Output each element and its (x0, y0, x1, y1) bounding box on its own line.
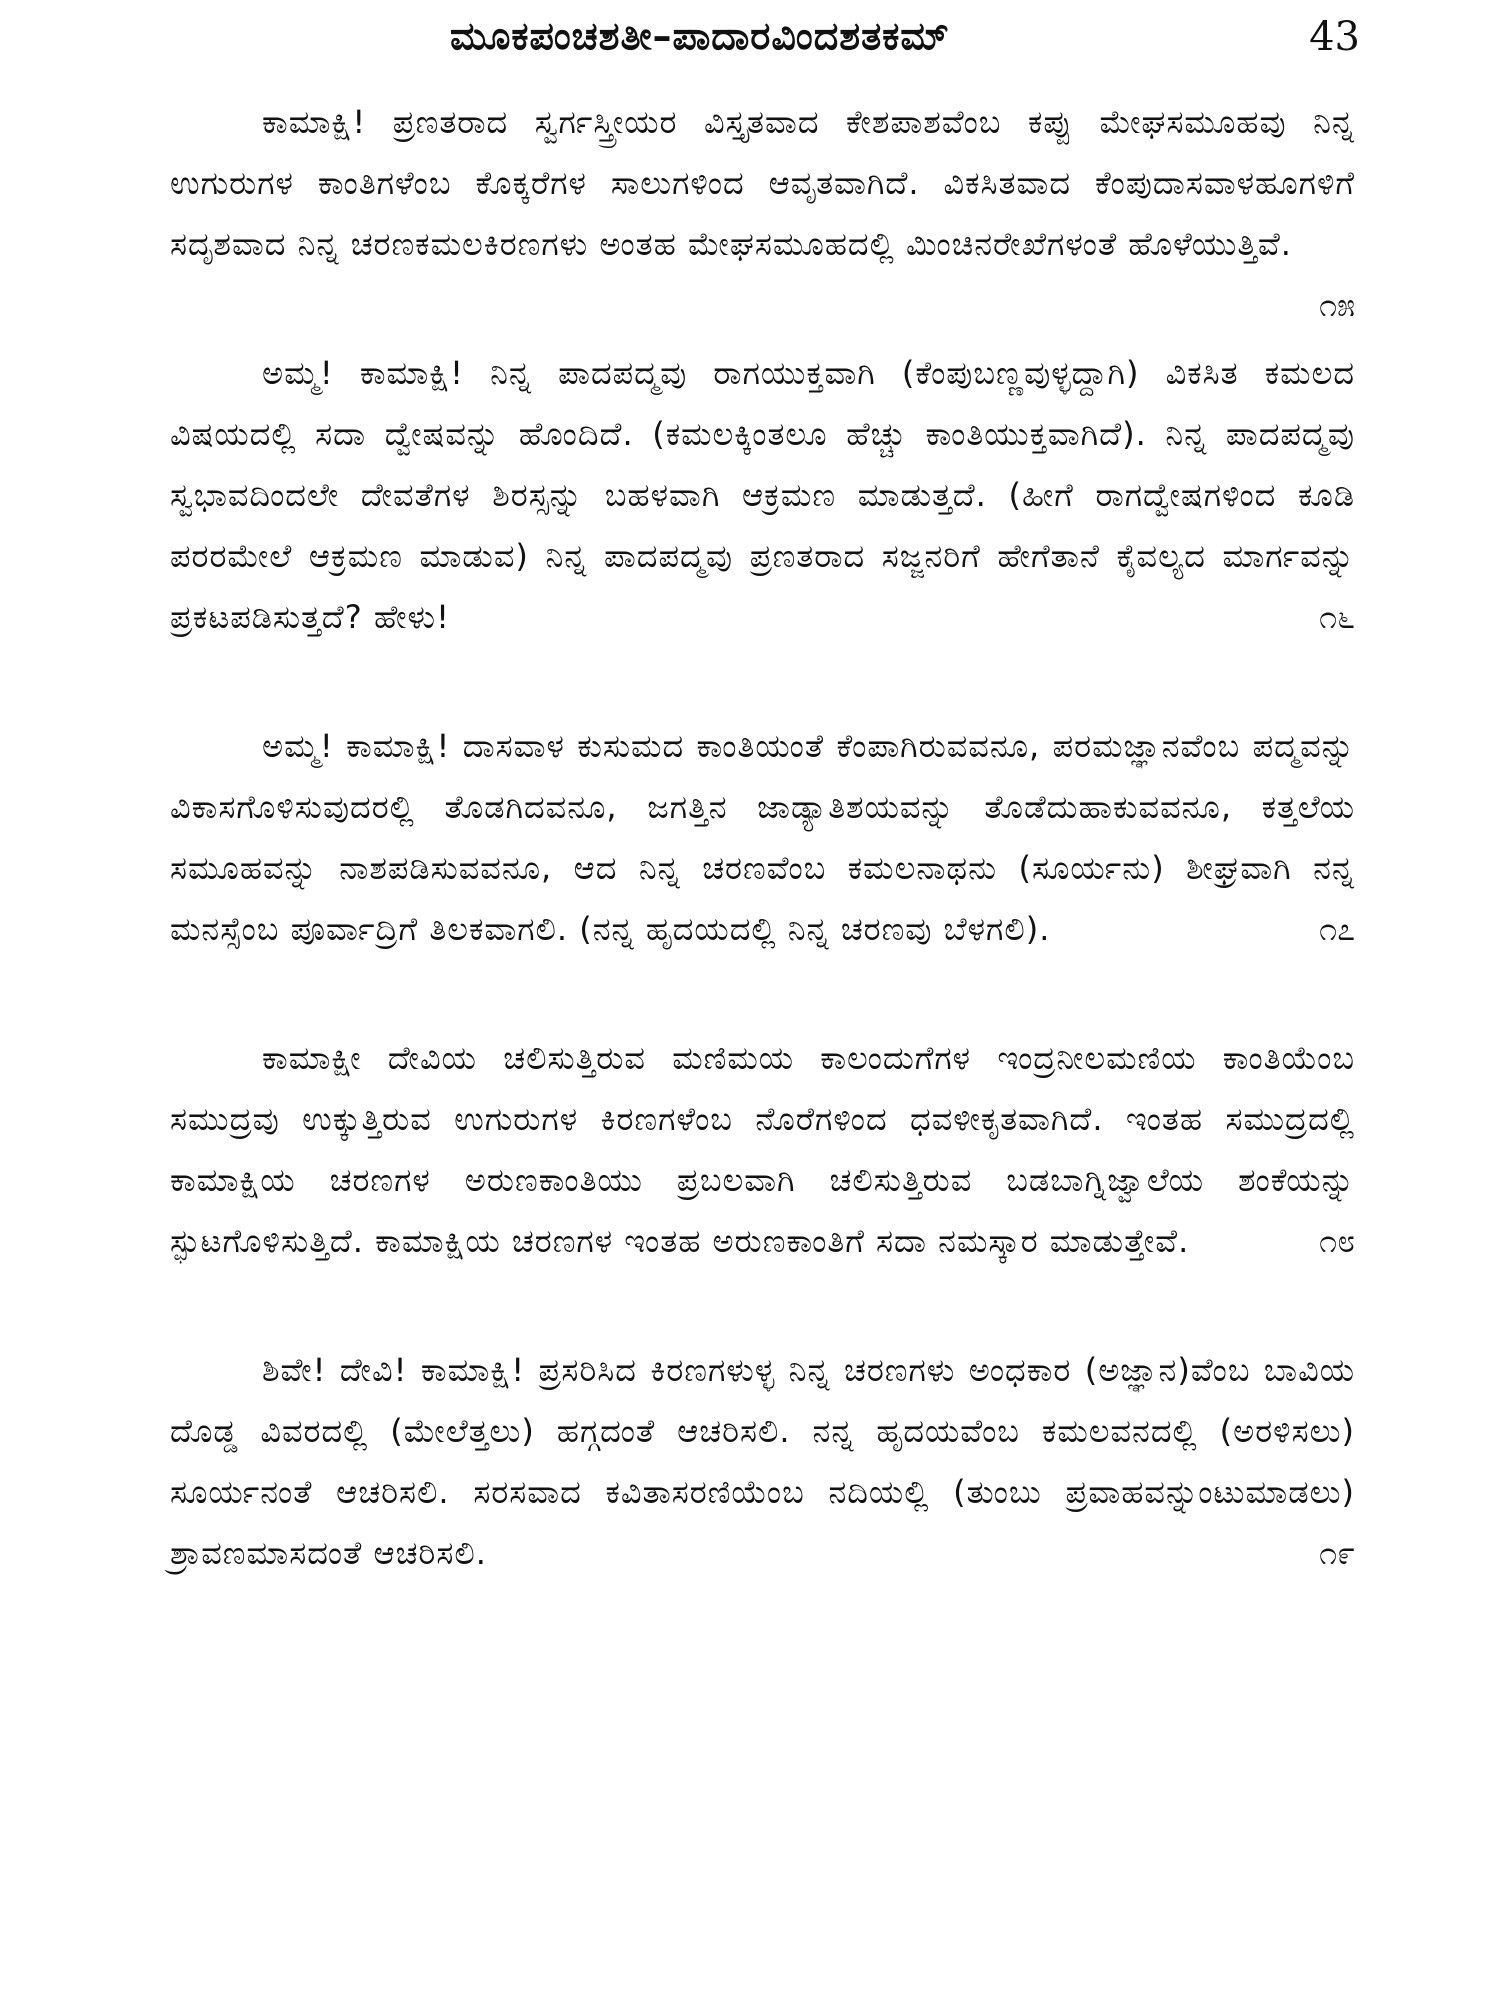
header-title: ಮೂಕಪಂಚಶತೀ–ಪಾದಾರವಿಂದಶತಕಮ್ (450, 14, 950, 58)
page-number: 43 (1309, 14, 1360, 60)
verse-text: ಅಮ್ಮ! ಕಾಮಾಕ್ಷಿ! ನಿನ್ನ ಪಾದಪದ್ಮವು ರಾಗಯುಕ್ತವಾಗಿ (ಕೆಂಪುಬಣ್ಣವುಳ್ಳದ್ದಾಗಿ) ವಿಕಸಿತ ಕಮಲದ ವಿಷಯದಲ್ಲಿ ಸದಾ ದ್ವೇಷವನ್ನು ಹೊಂದಿದೆ. (ಕಮಲಕ್ಕಿಂತಲೂ ಹೆಚ್ಚು ಕಾಂತಿಯುಕ್ತವಾಗಿದೆ). ನಿನ್ನ ಪಾದಪದ್ಮವು ಸ್ವಭಾವದಿಂದಲೇ ದೇವತೆಗಳ ಶಿರಸ್ಸನ್ನು ಬಹಳವಾಗಿ ಆಕ್ರಮಣ ಮಾಡುತ್ತದೆ. (ಹೀಗೆ ರಾಗದ್ವೇಷಗಳಿಂದ ಕೂಡಿ ಪರರಮೇಲೆ ಆಕ್ರಮಣ ಮಾಡುವ) ನಿನ್ನ ಪಾದಪದ್ಮವು ಪ್ರಣತರಾದ ಸಜ್ಜನರಿಗೆ ಹೇಗೆತಾನೆ ಕೈವಲ್ಯದ ಮಾರ್ಗವನ್ನು ಪ್ರಕಟಪಡಿಸುತ್ತದೆ? ಹೇಳು! (170, 354, 1355, 636)
page-body (170, 92, 1355, 1652)
verse-text: ಕಾಮಾಕ್ಷೀ ದೇವಿಯ ಚಲಿಸುತ್ತಿರುವ ಮಣಿಮಯ ಕಾಲಂದುಗೆಗಳ ಇಂದ್ರನೀಲಮಣಿಯ ಕಾಂತಿಯೆಂಬ ಸಮುದ್ರವು ಉಕ್ಕುತ್ತಿರುವ ಉಗುರುಗಳ ಕಿರಣಗಳೆಂಬ ನೊರೆಗಳಿಂದ ಧವಳೀಕೃತವಾಗಿದೆ. ಇಂತಹ ಸಮುದ್ರದಲ್ಲಿ ಕಾಮಾಕ್ಷಿಯ ಚರಣಗಳ ಅರುಣಕಾಂತಿಯು ಪ್ರಬಲವಾಗಿ ಚಲಿಸುತ್ತಿರುವ ಬಡಬಾಗ್ನಿಜ್ವಾಲೆಯ ಶಂಕೆಯನ್ನು ಸ್ಫುಟಗೊಳಿಸುತ್ತಿದೆ. ಕಾಮಾಕ್ಷಿಯ ಚರಣಗಳ ಇಂತಹ ಅರುಣಕಾಂತಿಗೆ ಸದಾ ನಮಸ್ಕಾರ ಮಾಡುತ್ತೇವೆ. (170, 1039, 1355, 1260)
verse-number: ೧೭ (1319, 910, 1355, 948)
verse-text: ಅಮ್ಮ! ಕಾಮಾಕ್ಷಿ! ದಾಸವಾಳ ಕುಸುಮದ ಕಾಂತಿಯಂತೆ ಕೆಂಪಾಗಿರುವವನೂ, ಪರಮಜ್ಞಾನವೆಂಬ ಪದ್ಮವನ್ನು ವಿಕಾಸಗೊಳಿಸುವುದರಲ್ಲಿ ತೊಡಗಿದವನೂ, ಜಗತ್ತಿನ ಜಾಡ್ಯಾತಿಶಯವನ್ನು ತೊಡೆದುಹಾಕುವವನೂ, ಕತ್ತಲೆಯ ಸಮೂಹವನ್ನು ನಾಶಪಡಿಸುವವನೂ, ಆದ ನಿನ್ನ ಚರಣವೆಂಬ ಕಮಲನಾಥನು (ಸೂರ್ಯನು) ಶೀಘ್ರವಾಗಿ ನನ್ನ ಮನಸ್ಸೆಂಬ ಪೂರ್ವಾದ್ರಿಗೆ ತಿಲಕವಾಗಲಿ. (ನನ್ನ ಹೃದಯದಲ್ಲಿ ನಿನ್ನ ಚರಣವು ಬೆಳಗಲಿ). (170, 727, 1355, 948)
verse-number: ೧೫ (1319, 286, 1355, 324)
running-header (170, 6, 1360, 66)
verse-paragraph (170, 92, 1355, 324)
verse-text: ಕಾಮಾಕ್ಷಿ! ಪ್ರಣತರಾದ ಸ್ವರ್ಗಸ್ತ್ರೀಯರ ವಿಸ್ತೃತವಾದ ಕೇಶಪಾಶವೆಂಬ ಕಪ್ಪು ಮೇಘಸಮೂಹವು ನಿನ್ನ ಉಗುರುಗಳ ಕಾಂತಿಗಳೆಂಬ ಕೊಕ್ಕರೆಗಳ ಸಾಲುಗಳಿಂದ ಆವೃತವಾಗಿದೆ. ವಿಕಸಿತವಾದ ಕೆಂಪುದಾಸವಾಳಹೂಗಳಿಗೆ ಸದೃಶವಾದ ನಿನ್ನ ಚರಣಕಮಲಕಿರಣಗಳು ಅಂತಹ ಮೇಘಸಮೂಹದಲ್ಲಿ ಮಿಂಚಿನರೇಖೆಗಳಂತೆ ಹೊಳೆಯುತ್ತಿವೆ. (170, 103, 1355, 263)
verse-paragraph (170, 716, 1355, 960)
verse-number: ೧೮ (1319, 1222, 1355, 1260)
verse-paragraph (170, 343, 1355, 648)
verse-number: ೧೬ (1319, 598, 1355, 636)
verse-text: ಶಿವೇ! ದೇವಿ! ಕಾಮಾಕ್ಷಿ! ಪ್ರಸರಿಸಿದ ಕಿರಣಗಳುಳ್ಳ ನಿನ್ನ ಚರಣಗಳು ಅಂಧಕಾರ (ಅಜ್ಞಾನ)ವೆಂಬ ಬಾವಿಯ ದೊಡ್ಡ ವಿವರದಲ್ಲಿ (ಮೇಲೆತ್ತಲು) ಹಗ್ಗದಂತೆ ಆಚರಿಸಲಿ. ನನ್ನ ಹೃದಯವೆಂಬ ಕಮಲವನದಲ್ಲಿ (ಅರಳಿಸಲು) ಸೂರ್ಯನಂತೆ ಆಚರಿಸಲಿ. ಸರಸವಾದ ಕವಿತಾಸರಣಿಯೆಂಬ ನದಿಯಲ್ಲಿ (ತುಂಬು ಪ್ರವಾಹವನ್ನುಂಟುಮಾಡಲು) ಶ್ರಾವಣಮಾಸದಂತೆ ಆಚರಿಸಲಿ. (170, 1351, 1355, 1572)
verse-paragraph (170, 1028, 1355, 1272)
verse-number: ೧೯ (1319, 1534, 1355, 1572)
verse-paragraph (170, 1340, 1355, 1584)
